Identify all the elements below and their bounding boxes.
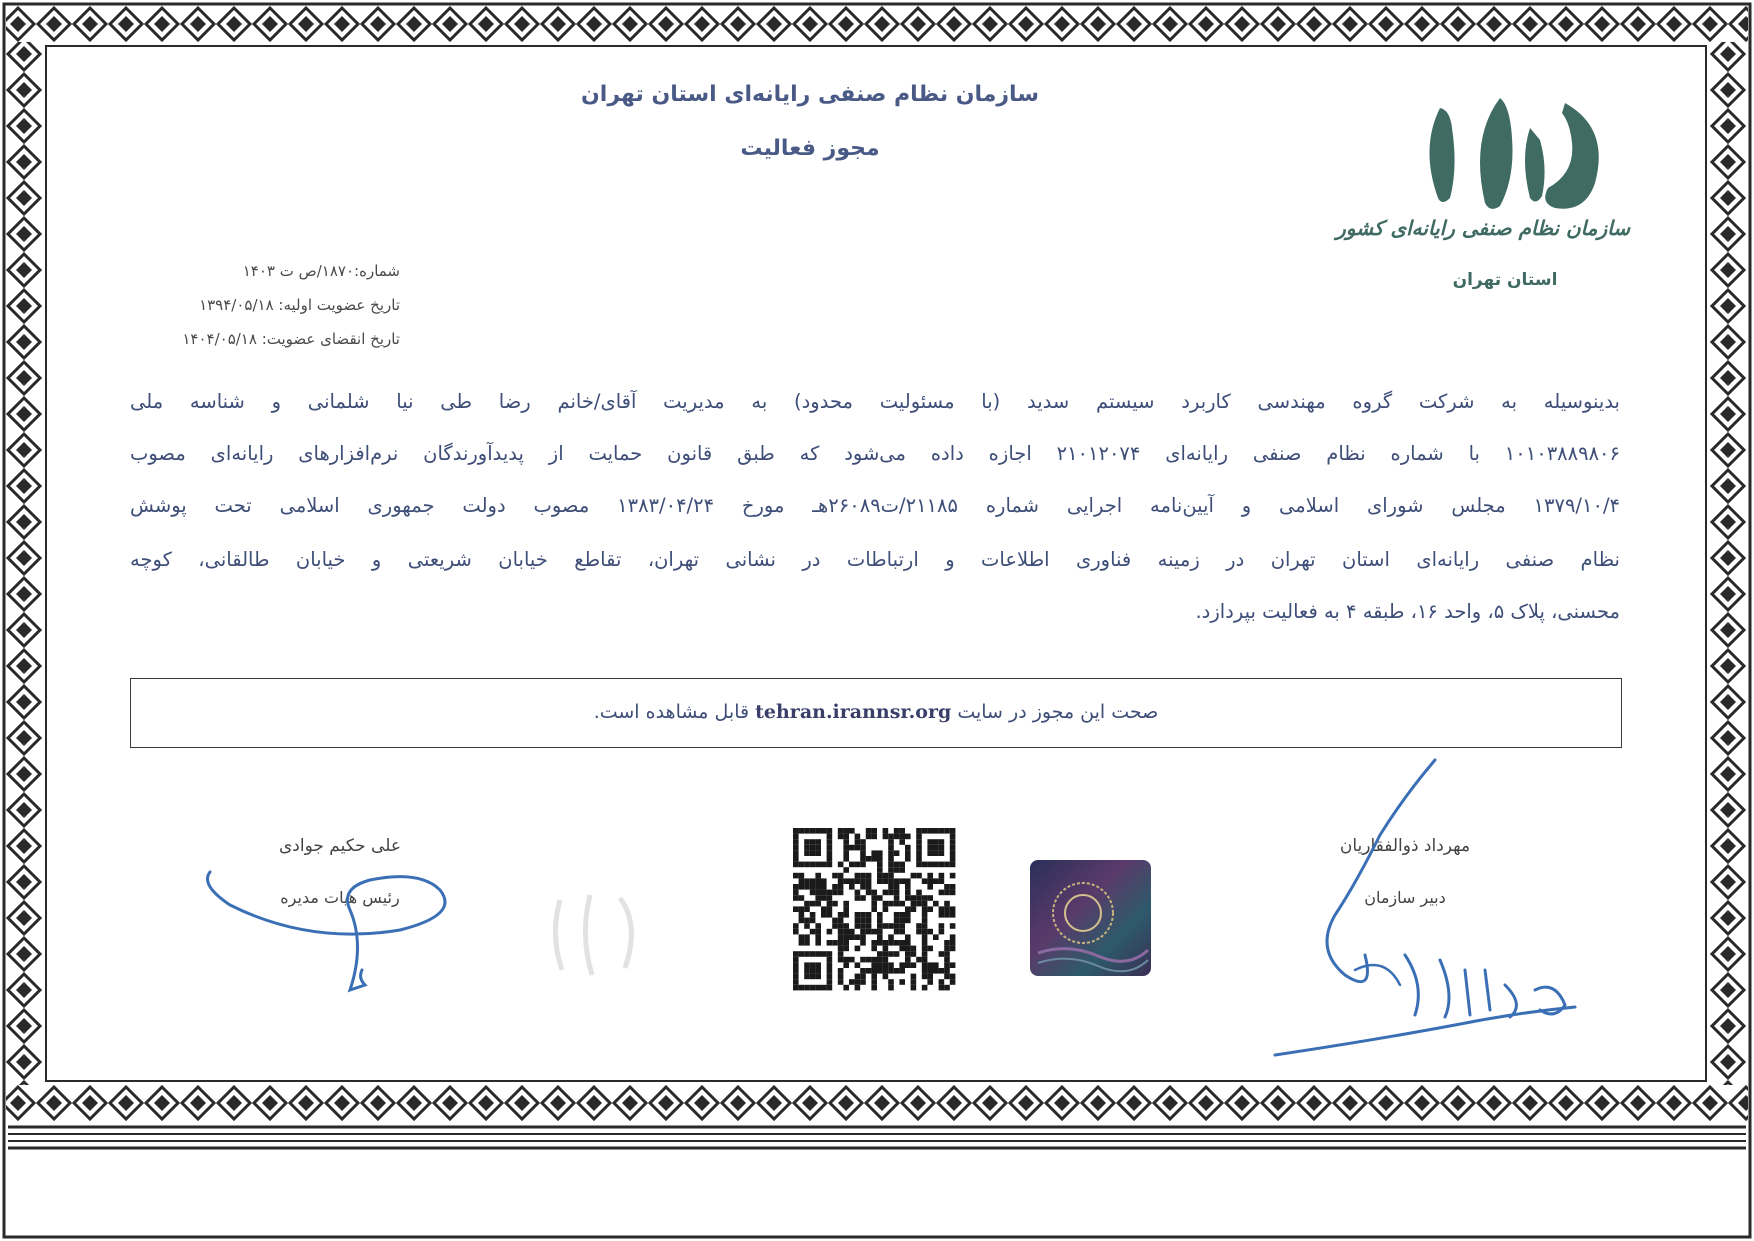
body-line-4: نظام صنفی رایانه‌ای استان تهران در زمینه فناوری اطلاعات و ارتباطات در نشانی تهران، تقاطع خیابان شریعتی و خیابان طالقانی، کوچه bbox=[130, 548, 1620, 571]
embossed-seal bbox=[530, 880, 650, 990]
body-line-5: محسنی، پلاک ۵، واحد ۱۶، طبقه ۴ به فعالیت بپردازد. bbox=[1195, 600, 1620, 623]
organization-logo bbox=[1336, 88, 1630, 308]
body-line-2: ۱۰۱۰۳۸۸۹۸۰۶ با شماره نظام صنفی رایانه‌ای ۲۱۰۱۲۰۷۴ اجازه داده می‌شود که طبق قانون حمایت از پدیدآورندگان نرم‌افزارهای رایانه‌ای مصوب bbox=[130, 442, 1621, 465]
certificate-title: مجوز فعالیت bbox=[740, 136, 880, 161]
body-line-1: بدینوسیله به شرکت گروه مهندسی کاربرد سیستم سدید (با مسئولیت محدود) به مدیریت آقای/خانم رضا طی نیا شلمانی و شناسه ملی bbox=[130, 390, 1620, 413]
secretary-role: دبیر سازمان bbox=[1364, 888, 1446, 907]
verification-text bbox=[131, 701, 1621, 723]
hologram-seal bbox=[1028, 858, 1153, 978]
logo-text: سازمان نظام صنفی رایانه‌ای کشور bbox=[1336, 216, 1630, 240]
membership-expiry-date: تاریخ انقضای عضویت: ۱۴۰۴/۰۵/۱۸ bbox=[182, 330, 400, 348]
organization-emblem-icon bbox=[1380, 88, 1630, 228]
qr-code[interactable] bbox=[793, 828, 963, 993]
certificate-number: شماره:۱۸۷۰/ص ت ۱۴۰۳ bbox=[242, 262, 400, 280]
logo-subtitle: استان تهران bbox=[1452, 270, 1558, 290]
organization-title: سازمان نظام صنفی رایانه‌ای استان تهران bbox=[581, 82, 1039, 107]
chairman-role: رئیس هیات مدیره bbox=[280, 888, 400, 907]
verification-prefix: صحت این مجوز در سایت bbox=[957, 701, 1159, 723]
verification-suffix: قابل مشاهده است. bbox=[593, 701, 750, 723]
secretary-name: مهرداد ذوالفقاریان bbox=[1339, 836, 1471, 856]
verification-box bbox=[130, 678, 1622, 748]
initial-membership-date: تاریخ عضویت اولیه: ۱۳۹۴/۰۵/۱۸ bbox=[199, 296, 400, 314]
chairman-signature bbox=[190, 850, 490, 1010]
chairman-name: علی حکیم جوادی bbox=[279, 836, 401, 856]
verification-url[interactable]: tehran.irannsr.org bbox=[755, 701, 952, 723]
body-line-3: ۱۳۷۹/۱۰/۴ مجلس شورای اسلامی و آیین‌نامه اجرایی شماره ۲۱۱۸۵/ت۲۶۰۸۹هـ مورخ ۱۳۸۳/۰۴/۲۴ مصوب دولت جمهوری اسلامی تحت پوشش bbox=[130, 494, 1620, 517]
secretary-signature bbox=[1255, 755, 1585, 1065]
